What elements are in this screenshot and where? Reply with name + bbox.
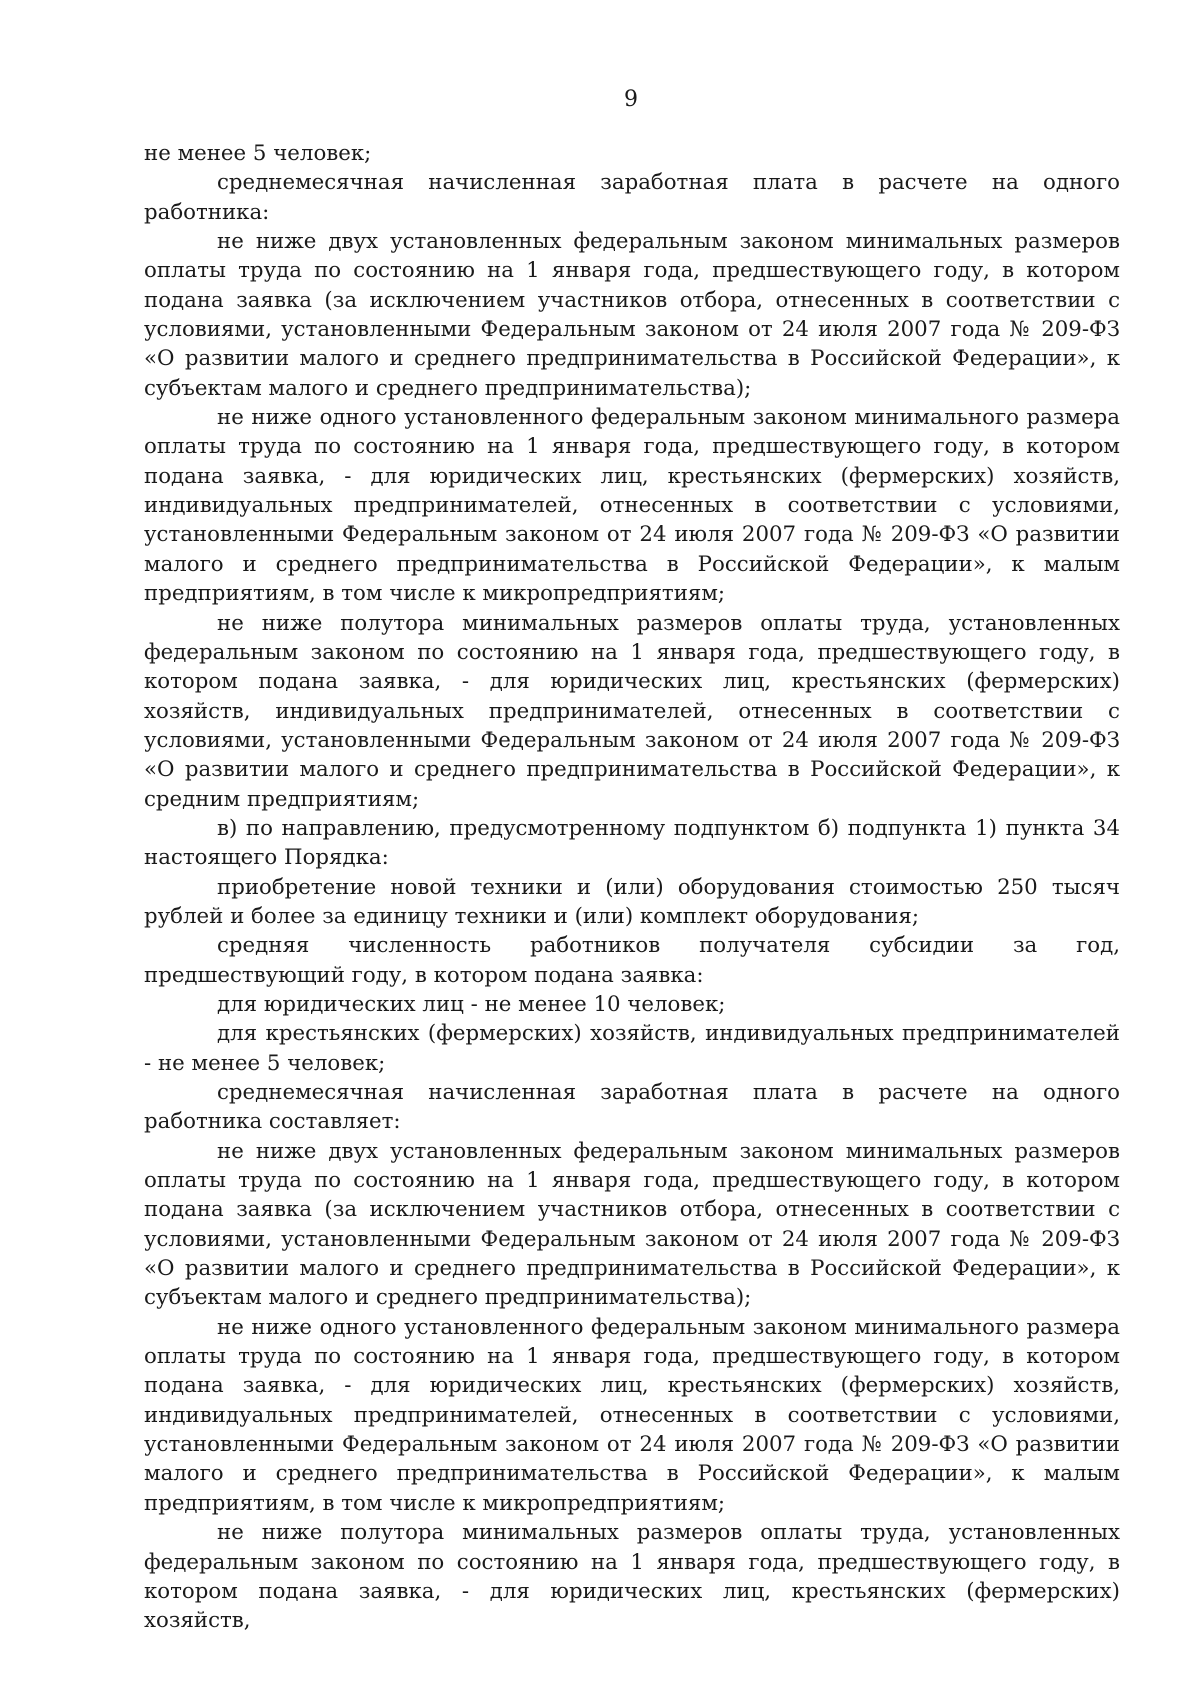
paragraph: для юридических лиц - не менее 10 человек; (217, 991, 726, 1017)
paragraph: не менее 5 человек; (144, 141, 372, 166)
paragraph: среднемесячная начисленная заработная плата в расчете на одного работника: (144, 170, 1120, 225)
paragraph: среднемесячная начисленная заработная плата в расчете на одного работника составляет: (144, 1080, 1120, 1135)
paragraph: не ниже двух установленных федеральным законом минимальных размеров оплаты труда по состоянию на 1 января года, предшествующего году, в котором подана заявка (за исключением участников отбора, отнесенных в соответствии с условиями, установленными Федеральным законом от 24 июля 2007 года № 209-ФЗ «О развитии малого и среднего предпринимательства в Российской Федерации», к субъектам малого и среднего предпринимательства); (144, 1138, 1120, 1311)
paragraph: не ниже одного установленного федеральным законом минимального размера оплаты труда по состоянию на 1 января года, предшествующего году, в котором подана заявка, - для юридических лиц, крестьянских (фермерских) хозяйств, индивидуальных предпринимателей, отнесенных в соответствии с условиями, установленными Федеральным законом от 24 июля 2007 года № 209-ФЗ «О развитии малого и среднего предпринимательства в Российской Федерации», к малым предприятиям, в том числе к микропредприятиям; (144, 405, 1120, 607)
paragraph: не ниже одного установленного федеральным законом минимального размера оплаты труда по состоянию на 1 января года, предшествующего году, в котором подана заявка, - для юридических лиц, крестьянских (фермерских) хозяйств, индивидуальных предпринимателей, отнесенных в соответствии с условиями, установленными Федеральным законом от 24 июля 2007 года № 209-ФЗ «О развитии малого и среднего предпринимательства в Российской Федерации», к малым предприятиям, в том числе к микропредприятиям; (144, 1314, 1120, 1516)
paragraph: для крестьянских (фермерских) хозяйств, индивидуальных предпринимателей - не менее 5 человек; (144, 1021, 1120, 1076)
document-body (144, 139, 1120, 1636)
paragraph: в) по направлению, предусмотренному подпунктом б) подпункта 1) пункта 34 настоящего Порядка: (144, 815, 1120, 871)
paragraph: средняя численность работников получателя субсидии за год, предшествующий году, в котором подана заявка: (144, 933, 1120, 988)
paragraph: не ниже полутора минимальных размеров оплаты труда, установленных федеральным законом по состоянию на 1 января года, предшествующего году, в котором подана заявка, - для юридических лиц, крестьянских (фермерских) хозяйств, (144, 1520, 1120, 1634)
page-number: 9 (624, 87, 638, 112)
paragraph: приобретение новой техники и (или) оборудования стоимостью 250 тысяч рублей и более за единицу техники и (или) комплект оборудования; (144, 874, 1120, 929)
paragraph: не ниже полутора минимальных размеров оплаты труда, установленных федеральным законом по состоянию на 1 января года, предшествующего году, в котором подана заявка, - для юридических лиц, крестьянских (фермерских) хозяйств, индивидуальных предпринимателей, отнесенных в соответствии с условиями, установленными Федеральным законом от 24 июля 2007 года № 209-ФЗ «О развитии малого и среднего предпринимательства в Российской Федерации», к средним предприятиям; (144, 610, 1120, 812)
paragraph: не ниже двух установленных федеральным законом минимальных размеров оплаты труда по состоянию на 1 января года, предшествующего году, в котором подана заявка (за исключением участников отбора, отнесенных в соответствии с условиями, установленными Федеральным законом от 24 июля 2007 года № 209-ФЗ «О развитии малого и среднего предпринимательства в Российской Федерации», к субъектам малого и среднего предпринимательства); (144, 229, 1120, 401)
